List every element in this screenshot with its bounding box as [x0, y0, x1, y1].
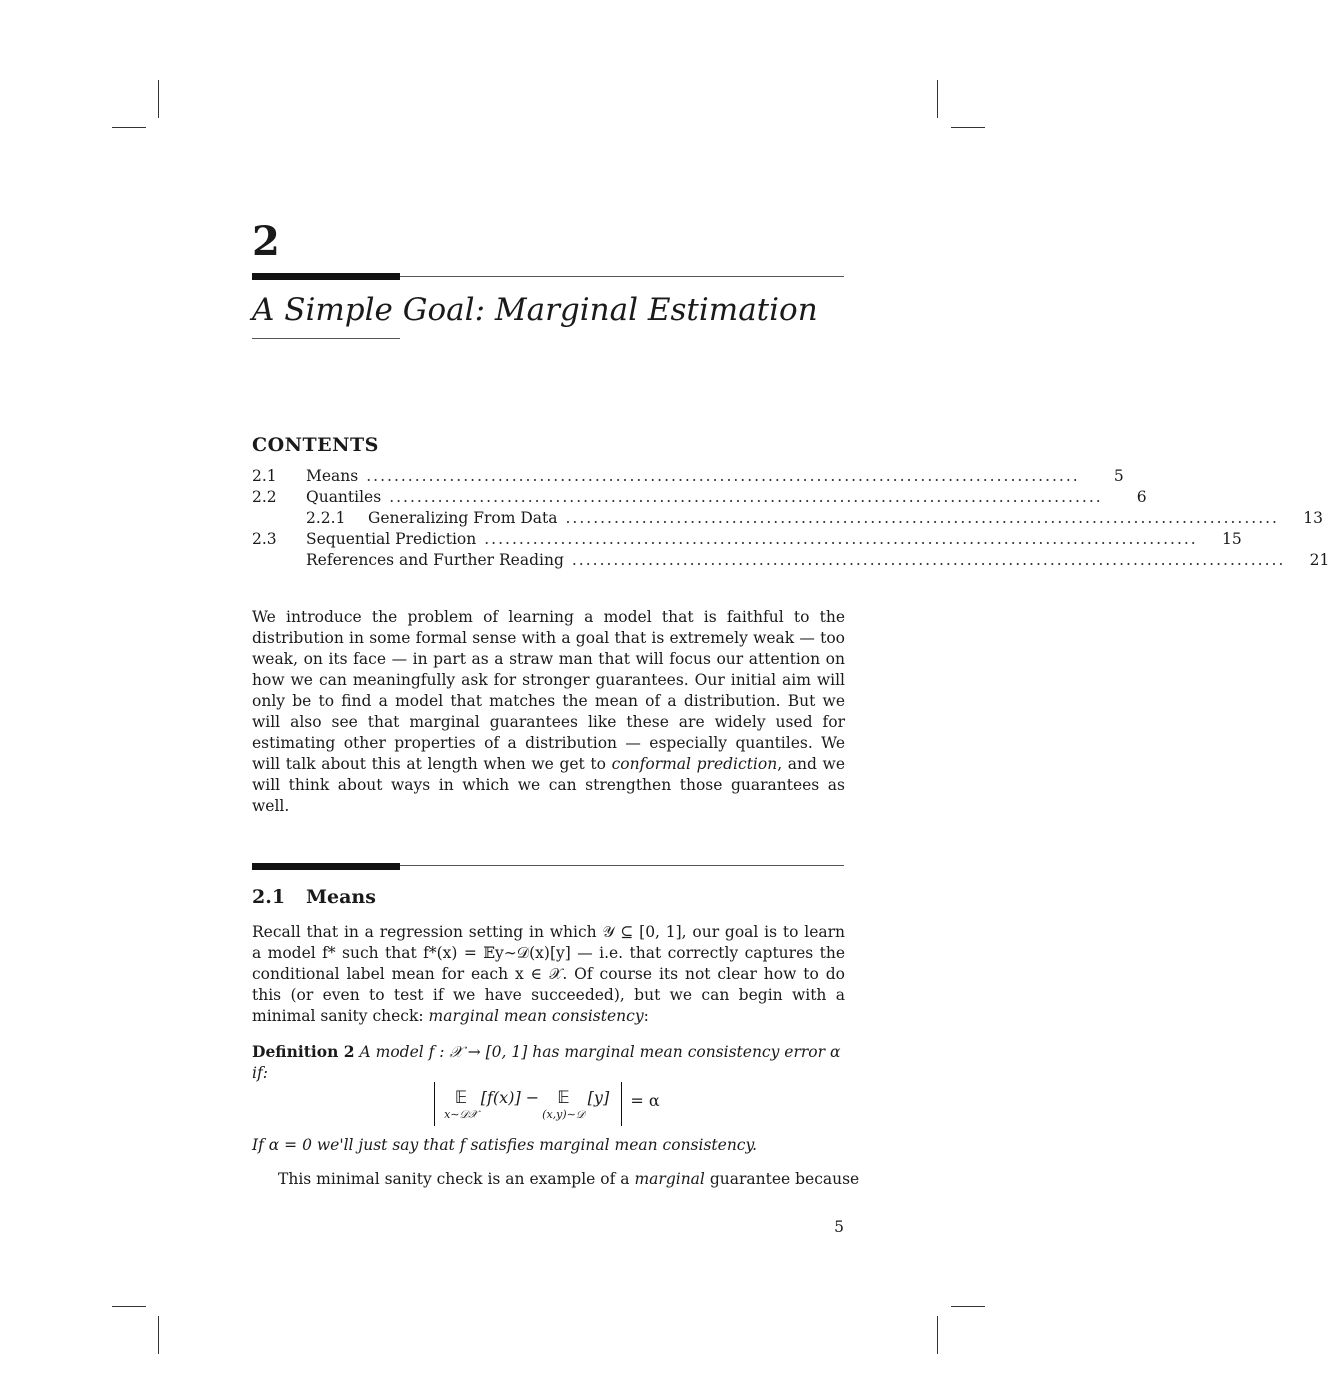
contents-heading: CONTENTS [252, 434, 379, 456]
section-text-end: : [643, 1007, 649, 1025]
closing-paragraph [252, 1169, 860, 1190]
toc-number: 2.2.1 [306, 509, 346, 527]
expectation-operator-1: 𝔼 x∼𝒟𝒳 [444, 1087, 478, 1121]
chapter-rule-thick [252, 273, 400, 280]
closing-text-end: guarantee because [709, 1170, 860, 1188]
definition-text: A model f : 𝒳 → [0, 1] has marginal mean consistency error α if: [252, 1043, 841, 1082]
toc-leader: ....................................................................................................... [565, 509, 1279, 527]
intro-paragraph [252, 607, 845, 817]
toc-entry-sequential[interactable] [252, 529, 1242, 550]
definition-block [252, 1041, 845, 1084]
toc-entry-generalizing[interactable] [252, 508, 1323, 529]
section-title: Means [306, 886, 376, 908]
section-emphasis: marginal mean consistency [428, 1007, 644, 1025]
section-rule-thin [400, 865, 844, 866]
toc-entry-means[interactable] [252, 466, 1124, 487]
toc-number: 2.1 [252, 467, 277, 485]
crop-mark-bottom-left-h [112, 1306, 146, 1307]
toc-page: 15 [1222, 530, 1242, 548]
table-of-contents [252, 466, 1329, 571]
toc-entry-quantiles[interactable] [252, 487, 1147, 508]
crop-mark-bottom-right-v [937, 1316, 938, 1354]
toc-number: 2.3 [252, 530, 277, 548]
toc-page: 13 [1303, 509, 1323, 527]
chapter-title: A Simple Goal: Marginal Estimation [252, 292, 818, 328]
crop-mark-top-left-v [158, 80, 159, 118]
closing-emphasis: marginal [634, 1170, 705, 1188]
equation-term-1: [f(x)] − [480, 1087, 540, 1107]
chapter-title-underline [252, 338, 400, 339]
definition-label: Definition 2 [252, 1042, 355, 1061]
toc-leader: ....................................................................................................... [571, 551, 1286, 569]
toc-title: Means [306, 467, 359, 485]
toc-leader: ....................................................................................................... [484, 530, 1198, 548]
toc-leader: ....................................................................................................... [366, 467, 1080, 485]
definition-conclusion: If α = 0 we'll just say that f satisfies marginal mean consistency. [252, 1136, 758, 1154]
toc-number: 2.2 [252, 488, 277, 506]
equation [434, 1082, 663, 1128]
abs-bar-left [434, 1082, 435, 1126]
intro-emphasis: conformal prediction [611, 755, 778, 773]
chapter-number: 2 [252, 218, 280, 265]
intro-text-end: , and we will think about ways in which we can strengthen those guarantees as well. [252, 755, 845, 815]
page-number: 5 [834, 1218, 844, 1236]
crop-mark-bottom-left-v [158, 1316, 159, 1354]
chapter-rule-thin [400, 276, 844, 277]
section-heading [252, 886, 376, 908]
crop-mark-top-left-h [112, 127, 146, 128]
toc-page: 5 [1113, 467, 1124, 485]
equation-rhs: = α [630, 1091, 660, 1110]
section-paragraph [252, 922, 845, 1027]
toc-title: Generalizing From Data [368, 509, 558, 527]
toc-title: References and Further Reading [306, 551, 564, 569]
closing-text: This minimal sanity check is an example of a [278, 1170, 630, 1188]
crop-mark-top-right-h [951, 127, 985, 128]
intro-text: We introduce the problem of learning a model that is faithful to the distribution in some formal sense with a goal that is extremely weak — too weak, on its face — in part as a straw man that will focus our attention on how we can meaningfully ask for stronger guarantees. Our initial aim will only be to find a model that matches the mean of a distribution. But we will also see that marginal guarantees like these are widely used for estimating other properties of a distribution — especially quantiles. We will talk about this at length when we get to [252, 608, 845, 773]
section-rule-thick [252, 863, 400, 870]
toc-number [252, 550, 306, 571]
equation-term-2: [y] [587, 1087, 610, 1107]
expectation-operator-2: 𝔼 (x,y)∼𝒟 [542, 1087, 585, 1121]
toc-entry-references[interactable] [252, 550, 1329, 571]
toc-title: Quantiles [306, 488, 382, 506]
crop-mark-bottom-right-h [951, 1306, 985, 1307]
toc-title: Sequential Prediction [306, 530, 477, 548]
crop-mark-top-right-v [937, 80, 938, 118]
abs-bar-right [621, 1082, 622, 1126]
section-number: 2.1 [252, 886, 286, 908]
toc-page: 6 [1136, 488, 1147, 506]
toc-page: 21 [1309, 551, 1329, 569]
section-text: Recall that in a regression setting in which 𝒴 ⊆ [0, 1], our goal is to learn a model f* such that f*(x) = 𝔼y∼𝒟(x)[y] — i.e. that correctly captures the conditional label mean for each x ∈ 𝒳. Of course its not clear how to do this (or even to test if we have succeeded), but we can begin with a minimal sanity check: [252, 923, 845, 1025]
toc-leader: ....................................................................................................... [389, 488, 1103, 506]
